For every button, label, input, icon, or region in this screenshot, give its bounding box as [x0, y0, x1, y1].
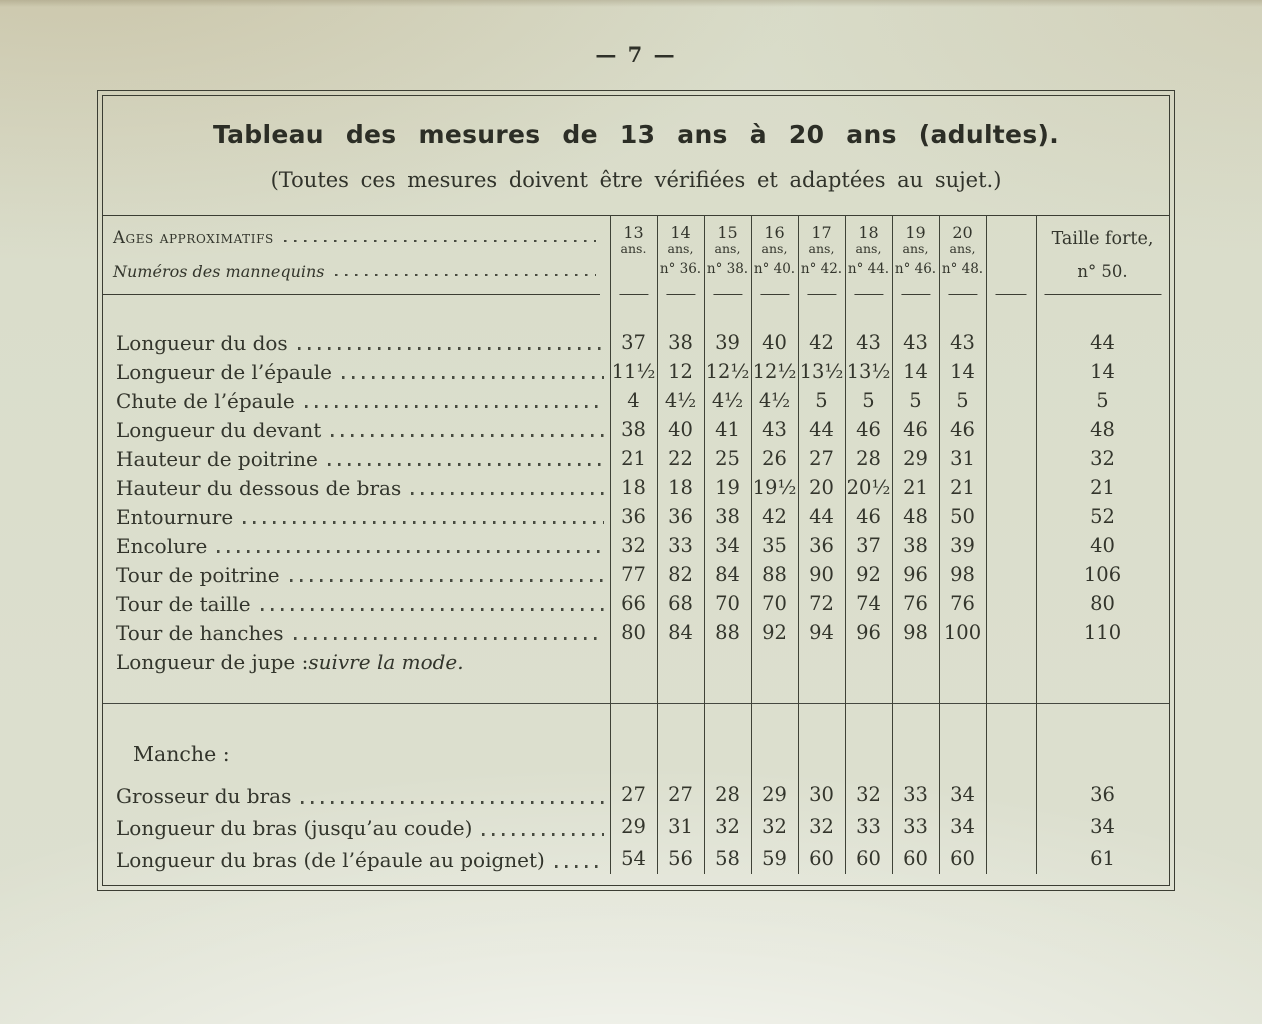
header-ages-line — [113, 228, 610, 247]
measure-value: 34 — [950, 783, 975, 806]
measure-value: 38 — [903, 534, 928, 557]
spare-cell — [986, 328, 1036, 357]
dotted-leader — [261, 608, 604, 611]
row-label-text: Tour de hanches — [116, 621, 284, 645]
age-unit: ans, — [902, 240, 929, 256]
row-label-text: Encolure — [116, 534, 208, 558]
spare-cell — [986, 647, 1036, 676]
measure-value: 43 — [762, 418, 787, 441]
age-unit: ans, — [667, 240, 694, 256]
table-row — [103, 328, 1169, 357]
dotted-leader — [331, 434, 604, 437]
row-label-text: Longueur de l’épaule — [116, 360, 332, 384]
measure-value: 12½ — [705, 360, 750, 383]
measure-value: 76 — [950, 592, 975, 615]
table-frame — [97, 90, 1175, 891]
row-label-text: Longueur du bras (jusqu’au coude) — [116, 816, 473, 840]
measure-value: 13½ — [799, 360, 844, 383]
age-value: 19 — [905, 223, 926, 242]
measure-value: 12½ — [752, 360, 797, 383]
spare-cell — [986, 357, 1036, 386]
row-label-text: Hauteur du dessous de bras — [116, 476, 402, 500]
table-row — [103, 386, 1169, 415]
column-rule — [610, 215, 611, 874]
measure-value: 33 — [856, 815, 881, 838]
measure-value: 42 — [809, 331, 834, 354]
measure-value: 35 — [762, 534, 787, 557]
measure-value: 92 — [856, 563, 881, 586]
measure-value: 34 — [715, 534, 740, 557]
row-label-text: Longueur du dos — [116, 331, 288, 355]
measure-value: 5 — [815, 389, 828, 412]
taille-forte-value: 34 — [1090, 815, 1115, 838]
measure-value — [798, 647, 845, 676]
measure-value: 32 — [809, 815, 834, 838]
row-label — [103, 560, 610, 589]
measure-value: 18 — [668, 476, 693, 499]
dotted-leader — [411, 492, 604, 495]
measure-value: 36 — [809, 534, 834, 557]
measure-value: 33 — [903, 783, 928, 806]
measure-value: 21 — [903, 476, 928, 499]
row-label-text: Grosseur du bras — [116, 784, 292, 808]
header-mannequins-line — [113, 262, 610, 281]
row-label — [103, 328, 610, 357]
table-row — [103, 560, 1169, 589]
measure-value: 25 — [715, 447, 740, 470]
measure-value: 27 — [809, 447, 834, 470]
measure-value: 60 — [950, 847, 975, 870]
header-age-cell — [751, 215, 798, 300]
header-age-cell — [798, 215, 845, 300]
row-label-text: Entournure — [116, 505, 234, 529]
measure-value: 72 — [809, 592, 834, 615]
measure-value: 14 — [903, 360, 928, 383]
table-row — [103, 444, 1169, 473]
measure-value: 74 — [856, 592, 881, 615]
measure-value — [892, 647, 939, 676]
row-label-text: Longueur de jupe : — [116, 650, 309, 674]
column-rule — [1036, 215, 1037, 874]
header-underline — [807, 294, 836, 295]
table-subtitle: (Toutes ces mesures doivent être vérifiées et adaptées au sujet.) — [270, 168, 1002, 192]
measure-value: 50 — [950, 505, 975, 528]
measure-value: 92 — [762, 621, 787, 644]
table-row — [103, 473, 1169, 502]
measure-value: 44 — [809, 505, 834, 528]
table-frame-inner — [102, 95, 1170, 886]
table-title: Tableau des mesures de 13 ans à 20 ans (adultes). — [212, 120, 1060, 149]
measure-value: 96 — [856, 621, 881, 644]
age-value: 20 — [952, 223, 973, 242]
header-underline — [666, 294, 695, 295]
measure-value: 27 — [668, 783, 693, 806]
measure-value: 38 — [668, 331, 693, 354]
row-label — [103, 386, 610, 415]
header-underline — [948, 294, 977, 295]
taille-forte-value: 36 — [1090, 783, 1115, 806]
spare-cell — [986, 531, 1036, 560]
measure-value: 4½ — [664, 389, 697, 412]
measure-value: 68 — [668, 592, 693, 615]
spare-cell — [986, 589, 1036, 618]
measure-value — [751, 647, 798, 676]
table-row — [103, 502, 1169, 531]
taille-forte-value: 14 — [1090, 360, 1115, 383]
row-label-text: Hauteur de poitrine — [116, 447, 318, 471]
row-label-italic: suivre la mode. — [308, 650, 464, 674]
measure-value: 28 — [715, 783, 740, 806]
measure-value — [657, 647, 704, 676]
spare-cell — [986, 386, 1036, 415]
taille-forte-value: 52 — [1090, 505, 1115, 528]
measure-value: 43 — [903, 331, 928, 354]
measure-value: 36 — [668, 505, 693, 528]
measure-value: 26 — [762, 447, 787, 470]
age-unit: ans, — [855, 240, 882, 256]
measure-value: 12 — [668, 360, 693, 383]
measure-value: 48 — [903, 505, 928, 528]
table-row — [103, 779, 1169, 811]
measure-value: 20 — [809, 476, 834, 499]
measure-value: 28 — [856, 447, 881, 470]
table-row — [103, 647, 1169, 676]
age-unit: ans, — [949, 240, 976, 256]
measure-value: 77 — [621, 563, 646, 586]
spare-cell — [986, 473, 1036, 502]
age-unit: ans, — [808, 240, 835, 256]
measure-value: 59 — [762, 847, 787, 870]
measure-value: 31 — [668, 815, 693, 838]
table-row — [103, 415, 1169, 444]
row-label — [103, 531, 610, 560]
header-spare-cell — [986, 215, 1036, 300]
measure-value: 88 — [715, 621, 740, 644]
measure-value: 36 — [621, 505, 646, 528]
measure-value: 34 — [950, 815, 975, 838]
measure-value: 4½ — [711, 389, 744, 412]
header-age-cell — [610, 215, 657, 300]
measure-value: 37 — [856, 534, 881, 557]
header-underline — [901, 294, 930, 295]
measure-value: 39 — [950, 534, 975, 557]
taille-forte-value: 21 — [1090, 476, 1115, 499]
dotted-leader — [555, 865, 604, 868]
measure-value: 46 — [903, 418, 928, 441]
measure-value: 90 — [809, 563, 834, 586]
measure-value: 32 — [762, 815, 787, 838]
column-rule — [798, 215, 799, 874]
measure-value: 13½ — [846, 360, 891, 383]
spare-cell — [986, 560, 1036, 589]
spare-cell — [986, 843, 1036, 875]
table-header-row — [103, 215, 1169, 300]
header-underline — [619, 294, 648, 295]
mannequin-number: n° 42. — [800, 261, 843, 278]
measure-value: 27 — [621, 783, 646, 806]
header-ages-label: Ages approximatifs — [113, 228, 274, 247]
measure-value: 37 — [621, 331, 646, 354]
measure-value: 5 — [909, 389, 922, 412]
section-separator-rule — [103, 703, 1169, 704]
measure-value: 42 — [762, 505, 787, 528]
row-label — [103, 502, 610, 531]
spare-cell — [986, 618, 1036, 647]
taille-forte-value: 48 — [1090, 418, 1115, 441]
measure-value: 5 — [862, 389, 875, 412]
taille-forte-value: 32 — [1090, 447, 1115, 470]
measure-value: 80 — [621, 621, 646, 644]
measure-value: 41 — [715, 418, 740, 441]
dotted-leader — [342, 376, 604, 379]
table-row — [103, 357, 1169, 386]
age-value: 18 — [858, 223, 879, 242]
measure-value: 33 — [668, 534, 693, 557]
table-body — [103, 300, 1169, 875]
measure-value: 88 — [762, 563, 787, 586]
row-label — [103, 843, 610, 875]
table-row — [103, 843, 1169, 875]
measure-value: 11½ — [611, 360, 656, 383]
dotted-leader — [294, 637, 605, 640]
dotted-leader — [290, 579, 604, 582]
measure-value: 43 — [950, 331, 975, 354]
measure-value: 29 — [903, 447, 928, 470]
mannequin-number: n° 44. — [847, 261, 890, 278]
table-row — [103, 589, 1169, 618]
dotted-leader — [335, 274, 597, 276]
measure-value: 54 — [621, 847, 646, 870]
row-label — [103, 444, 610, 473]
measure-value — [704, 647, 751, 676]
measure-value: 29 — [621, 815, 646, 838]
column-rule — [845, 215, 846, 874]
row-label — [103, 779, 610, 811]
row-label-text: Tour de poitrine — [116, 563, 280, 587]
header-age-cell — [892, 215, 939, 300]
measure-value: 21 — [621, 447, 646, 470]
measure-value: 96 — [903, 563, 928, 586]
row-label-text: Longueur du devant — [116, 418, 322, 442]
measure-value: 32 — [715, 815, 740, 838]
header-label-cell — [103, 215, 610, 300]
measure-value: 31 — [950, 447, 975, 470]
dotted-leader — [284, 240, 596, 242]
section-rows — [103, 779, 1169, 875]
measure-value: 46 — [856, 505, 881, 528]
taille-forte-value: 61 — [1090, 847, 1115, 870]
measure-value: 19½ — [752, 476, 797, 499]
table-row — [103, 811, 1169, 843]
measure-value: 40 — [668, 418, 693, 441]
age-unit: ans, — [714, 240, 741, 256]
header-age-cell — [845, 215, 892, 300]
taille-forte-value: 40 — [1090, 534, 1115, 557]
row-label — [103, 357, 610, 386]
measure-value: 14 — [950, 360, 975, 383]
header-underline — [713, 294, 742, 295]
measure-value: 70 — [762, 592, 787, 615]
taille-forte-value: 44 — [1090, 331, 1115, 354]
spare-cell — [986, 811, 1036, 843]
age-value: 13 — [623, 223, 644, 242]
column-rule — [751, 215, 752, 874]
spare-cell — [986, 779, 1036, 811]
taille-forte-value: 5 — [1096, 389, 1109, 412]
age-value: 15 — [717, 223, 738, 242]
mannequin-number: n° 38. — [706, 261, 749, 278]
header-underline — [854, 294, 883, 295]
row-label — [103, 589, 610, 618]
measure-value: 84 — [715, 563, 740, 586]
measure-value: 60 — [903, 847, 928, 870]
taille-forte-value: 110 — [1083, 621, 1122, 644]
measure-value: 22 — [668, 447, 693, 470]
age-value: 14 — [670, 223, 691, 242]
row-label-text: Longueur du bras (de l’épaule au poignet) — [116, 848, 545, 872]
column-rule — [657, 215, 658, 874]
header-taille-forte-cell — [1036, 215, 1169, 300]
measure-value: 82 — [668, 563, 693, 586]
measure-value: 46 — [950, 418, 975, 441]
measure-value: 18 — [621, 476, 646, 499]
table-row — [103, 531, 1169, 560]
row-label — [103, 415, 610, 444]
measure-value: 32 — [856, 783, 881, 806]
measure-value: 32 — [621, 534, 646, 557]
measure-value: 30 — [809, 783, 834, 806]
measure-value: 5 — [956, 389, 969, 412]
dotted-leader — [482, 833, 604, 836]
table-row — [103, 618, 1169, 647]
dotted-leader — [328, 463, 604, 466]
measure-value: 58 — [715, 847, 740, 870]
measure-value: 4½ — [758, 389, 791, 412]
measure-value: 46 — [856, 418, 881, 441]
row-label — [103, 473, 610, 502]
section-heading: Manche : — [133, 742, 230, 766]
measure-value: 76 — [903, 592, 928, 615]
column-rule — [986, 215, 987, 874]
measure-value: 38 — [715, 505, 740, 528]
dotted-leader — [298, 347, 604, 350]
taille-forte-label: Taille forte, — [1051, 229, 1154, 249]
dotted-leader — [301, 801, 604, 804]
measure-value: 60 — [809, 847, 834, 870]
measure-value: 66 — [621, 592, 646, 615]
measure-value: 20½ — [846, 476, 891, 499]
age-unit: ans, — [761, 240, 788, 256]
row-label — [103, 811, 610, 843]
measure-value: 38 — [621, 418, 646, 441]
mannequin-number: n° 48. — [941, 261, 984, 278]
mannequin-number: n° 46. — [894, 261, 937, 278]
header-mannequins-label: Numéros des mannequins — [113, 262, 325, 281]
measure-value — [939, 647, 986, 676]
measure-value: 60 — [856, 847, 881, 870]
measure-value: 21 — [950, 476, 975, 499]
header-underline — [103, 294, 600, 295]
taille-forte-number: n° 50. — [1077, 261, 1128, 281]
header-age-cell — [657, 215, 704, 300]
page-number: — 7 — — [595, 42, 677, 67]
age-value: 16 — [764, 223, 785, 242]
measure-value: 40 — [762, 331, 787, 354]
measure-value — [845, 647, 892, 676]
measure-value: 100 — [943, 621, 982, 644]
measure-value: 19 — [715, 476, 740, 499]
dotted-leader — [305, 405, 604, 408]
measure-value: 29 — [762, 783, 787, 806]
dotted-leader — [217, 550, 604, 553]
age-value: 17 — [811, 223, 832, 242]
measure-value — [610, 647, 657, 676]
header-underline — [1044, 294, 1161, 295]
row-label — [103, 618, 610, 647]
measure-value: 98 — [950, 563, 975, 586]
measure-value: 94 — [809, 621, 834, 644]
measure-value: 44 — [809, 418, 834, 441]
row-label-text: Chute de l’épaule — [116, 389, 295, 413]
measure-value: 70 — [715, 592, 740, 615]
spare-cell — [986, 444, 1036, 473]
taille-forte-value: 80 — [1090, 592, 1115, 615]
measure-value: 4 — [627, 389, 640, 412]
measure-value: 43 — [856, 331, 881, 354]
spare-cell — [986, 415, 1036, 444]
measure-value: 39 — [715, 331, 740, 354]
taille-forte-value: 106 — [1083, 563, 1122, 586]
mannequin-number: n° 40. — [753, 261, 796, 278]
taille-forte-value — [1036, 647, 1169, 676]
dotted-leader — [243, 521, 604, 524]
measure-value: 98 — [903, 621, 928, 644]
header-underline — [760, 294, 789, 295]
measure-value: 56 — [668, 847, 693, 870]
row-label — [103, 647, 610, 676]
header-underline — [996, 294, 1027, 295]
column-rule — [892, 215, 893, 874]
column-rule — [939, 215, 940, 874]
measure-value: 84 — [668, 621, 693, 644]
age-unit: ans. — [620, 240, 647, 256]
row-label-text: Tour de taille — [116, 592, 251, 616]
column-rule — [704, 215, 705, 874]
measure-value: 33 — [903, 815, 928, 838]
mannequin-number: n° 36. — [659, 261, 702, 278]
header-age-cell — [939, 215, 986, 300]
spare-cell — [986, 502, 1036, 531]
table-content — [103, 96, 1169, 885]
header-age-cell — [704, 215, 751, 300]
